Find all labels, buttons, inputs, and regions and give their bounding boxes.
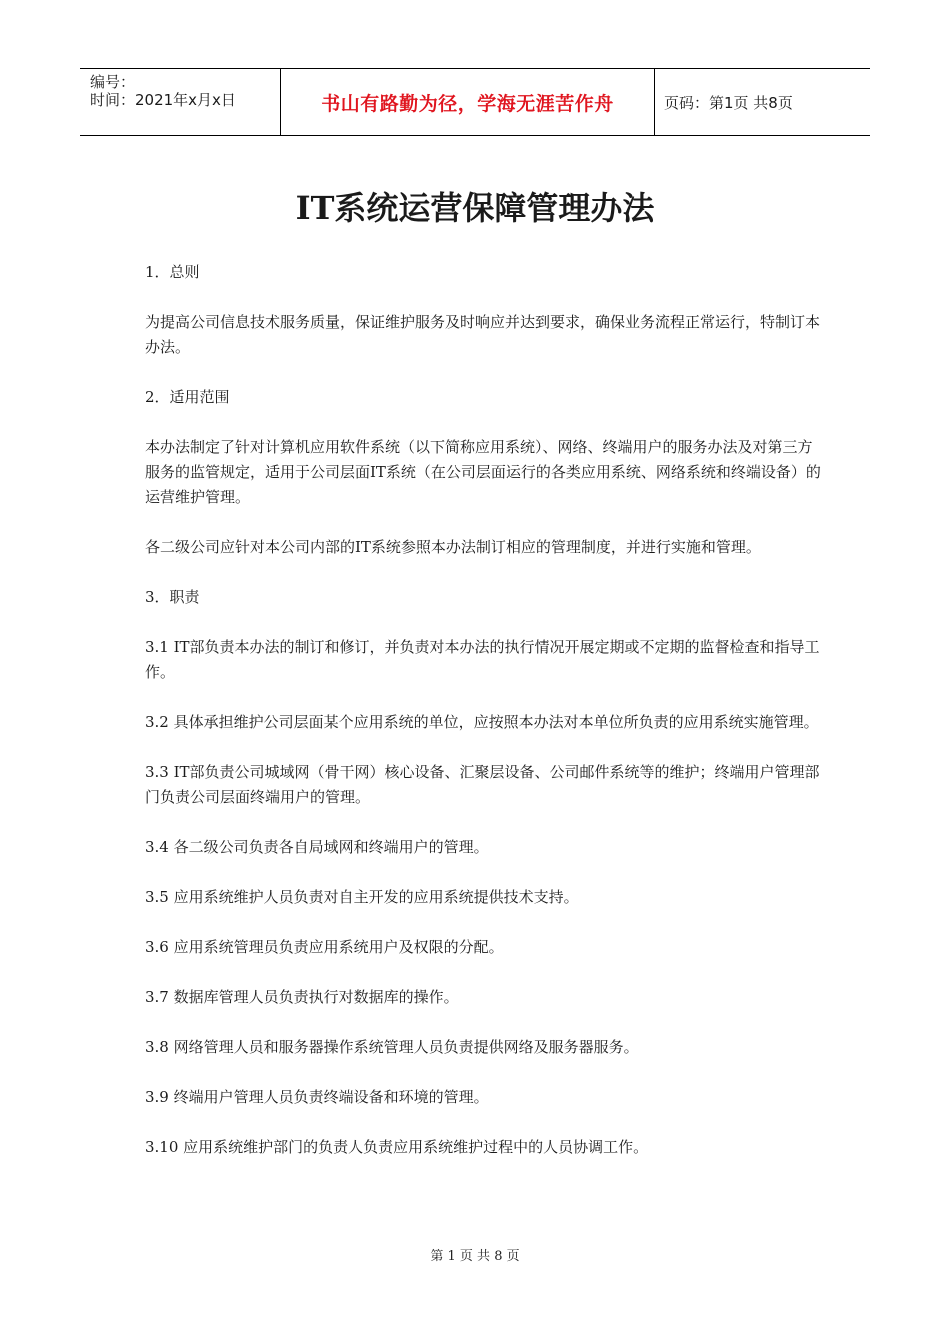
duty-item: 3.7 数据库管理人员负责执行对数据库的操作。	[145, 988, 459, 1006]
paragraph-scope: 本办法制定了针对计算机应用软件系统（以下简称应用系统）、网络、终端用户的服务办法及对第三方服务的监管规定，适用于公司层面IT系统（在公司层面运行的各类应用系统、网络系统和终端设备）的运营维护管理。	[145, 438, 821, 506]
duty-item: 3.6 应用系统管理员负责应用系统用户及权限的分配。	[145, 938, 504, 956]
page-footer: 第 1 页 共 8 页	[430, 1249, 520, 1264]
header-motto-cell	[281, 69, 655, 135]
paragraph-subsidiaries: 各二级公司应针对本公司内部的IT系统参照本办法制订相应的管理制度，并进行实施和管理。	[145, 538, 761, 556]
document-time-label: 时间：2021年x月x日	[90, 91, 236, 109]
duty-item: 3.8 网络管理人员和服务器操作系统管理人员负责提供网络及服务器服务。	[145, 1038, 639, 1056]
header-page-cell	[655, 69, 870, 135]
header-meta-cell	[80, 69, 281, 135]
header-table	[80, 68, 870, 136]
duty-item: 3.1 IT部负责本办法的制订和修订，并负责对本办法的执行情况开展定期或不定期的监督检查和指导工作。	[145, 638, 820, 681]
duty-item: 3.5 应用系统维护人员负责对自主开发的应用系统提供技术支持。	[145, 888, 579, 906]
paragraph-purpose: 为提高公司信息技术服务质量，保证维护服务及时响应并达到要求，确保业务流程正常运行，特制订本办法。	[145, 313, 821, 356]
duty-item: 3.9 终端用户管理人员负责终端设备和环境的管理。	[145, 1088, 489, 1106]
duty-item: 3.10 应用系统维护部门的负责人负责应用系统维护过程中的人员协调工作。	[145, 1138, 649, 1156]
duty-item: 3.3 IT部负责公司城域网（骨干网）核心设备、汇聚层设备、公司邮件系统等的维护；终端用户管理部门负责公司层面终端用户的管理。	[145, 763, 820, 806]
section-heading-scope: 2．适用范围	[145, 388, 230, 406]
document-body	[145, 260, 825, 1185]
document-title: IT系统运营保障管理办法	[295, 189, 655, 227]
duty-item: 3.4 各二级公司负责各自局域网和终端用户的管理。	[145, 838, 489, 856]
motto-text: 书山有路勤为径，学海无涯苦作舟	[321, 92, 614, 115]
document-number-label: 编号：	[90, 73, 136, 91]
page-info: 页码：第1页 共8页	[664, 93, 793, 112]
duty-item: 3.2 具体承担维护公司层面某个应用系统的单位，应按照本办法对本单位所负责的应用系统实施管理。	[145, 713, 819, 731]
section-heading-general: 1．总则	[145, 263, 200, 281]
section-heading-duties: 3．职责	[145, 588, 200, 606]
